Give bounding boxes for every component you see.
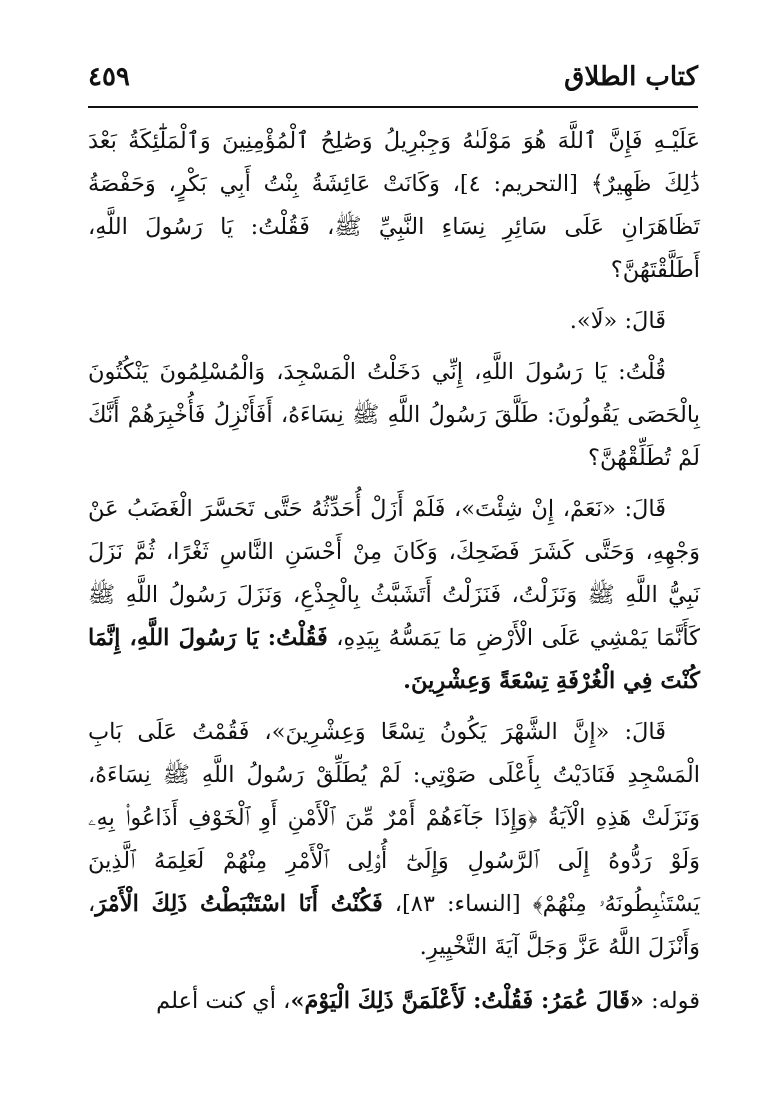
paragraph-4-bold-text: فَقُلْتُ: يَا رَسُولَ اللَّهِ، إِنَّمَا كُنْتَ فِي الْغُرْفَةِ تِسْعَةً وَعِشْرِينَ. [88, 625, 700, 694]
paragraph-5-bold-text: فَكُنْتُ أَنَا اسْتَنْبَطْتُ ذَلِكَ الْأَمْرَ [95, 891, 383, 917]
main-text [88, 120, 700, 977]
paragraph-4 [88, 488, 700, 703]
header-rule [88, 106, 698, 108]
commentary-quote: «قَالَ عُمَرُ: فَقُلْتُ: لَأَعْلَمَنَّ ذَلِكَ الْيَوْمَ» [290, 988, 644, 1014]
running-title: كتاب الطلاق [564, 62, 698, 92]
paragraph-2 [88, 300, 700, 343]
paragraph-2-text: قَالَ: «لَا». [569, 308, 666, 334]
paragraph-3 [88, 351, 700, 480]
paragraph-1 [88, 120, 700, 292]
paragraph-3-text: قُلْتُ: يَا رَسُولَ اللَّهِ، إِنِّي دَخَلْتُ الْمَسْجِدَ، وَالْمُسْلِمُونَ يَنْكُتُونَ بِالْحَصَى يَقُولُونَ: طَلَّقَ رَسُولُ اللَّهِ ﷺ نِسَاءَهُ، أَفَأَنْزِلُ فَأُخْبِرَهُمْ أَنَّكَ لَمْ تُطَلِّقْهُنَّ؟ [88, 359, 700, 471]
paragraph-1-text: عَلَيْـهِ فَإِنَّ ٱللَّهَ هُوَ مَوْلَىٰهُ وَجِبْرِيلُ وَصَٰلِحُ ٱلْمُؤْمِنِينَ وَٱلْمَلَٰٓئِكَةُ بَعْدَ ذَٰلِكَ ظَهِيرٌ﴾ [التحريم: ٤]، وَكَانَتْ عَائِشَةُ بِنْتُ أَبِي بَكْرٍ، وَحَفْصَةُ تَظَاهَرَانِ عَلَى سَائِرِ نِسَاءِ النَّبِيِّ ﷺ، فَقُلْتُ: يَا رَسُولَ اللَّهِ، أَطَلَّقْتَهُنَّ؟ [88, 128, 700, 283]
paragraph-5 [88, 711, 700, 969]
commentary-line [88, 980, 700, 1023]
paragraph-5-text: قَالَ: «إِنَّ الشَّهْرَ يَكُونُ تِسْعًا وَعِشْرِينَ»، فَقُمْتُ عَلَى بَابِ الْمَسْجِدِ فَنَادَيْتُ بِأَعْلَى صَوْتِي: لَمْ يُطَلِّقْ رَسُولُ اللَّهِ ﷺ نِسَاءَهُ، وَنَزَلَتْ هَذِهِ الْآيَةُ ﴿وَإِذَا جَآءَهُمْ أَمْرٌ مِّنَ ٱلْأَمْنِ أَوِ ٱلْخَوْفِ أَذَاعُوا۟ بِهِۦ وَلَوْ رَدُّوهُ إِلَى ٱلرَّسُولِ وَإِلَىٰٓ أُو۟لِى ٱلْأَمْرِ مِنْهُمْ لَعَلِمَهُ ٱلَّذِينَ يَسْتَنۢبِطُونَهُۥ مِنْهُمْ﴾ [النساء: ٨٣]، [88, 719, 700, 917]
page-number: ٤٥٩ [88, 62, 130, 92]
paragraph-4-text: قَالَ: «نَعَمْ، إِنْ شِئْتَ»، فَلَمْ أَزَلْ أُحَدِّثُهُ حَتَّى تَحَسَّرَ الْغَضَبُ عَنْ وَجْهِهِ، وَحَتَّى كَشَرَ فَضَحِكَ، وَكَانَ مِنْ أَحْسَنِ النَّاسِ ثَغْرًا، ثُمَّ نَزَلَ نَبِيُّ اللَّهِ ﷺ وَنَزَلْتُ، فَنَزَلْتُ أَتَشَبَّثُ بِالْجِذْعِ، وَنَزَلَ رَسُولُ اللَّهِ ﷺ كَأَنَّمَا يَمْشِي عَلَى الْأَرْضِ مَا يَمَسُّهُ بِيَدِهِ، [88, 496, 700, 651]
paragraph-5-end-text: ، وَأَنْزَلَ اللَّهُ عَزَّ وَجَلَّ آيَةَ التَّخْيِيرِ. [88, 891, 700, 960]
page-header [88, 58, 698, 102]
commentary-rest: ، أي كنت أعلم [156, 988, 291, 1014]
commentary-lead: قوله: [643, 988, 700, 1014]
